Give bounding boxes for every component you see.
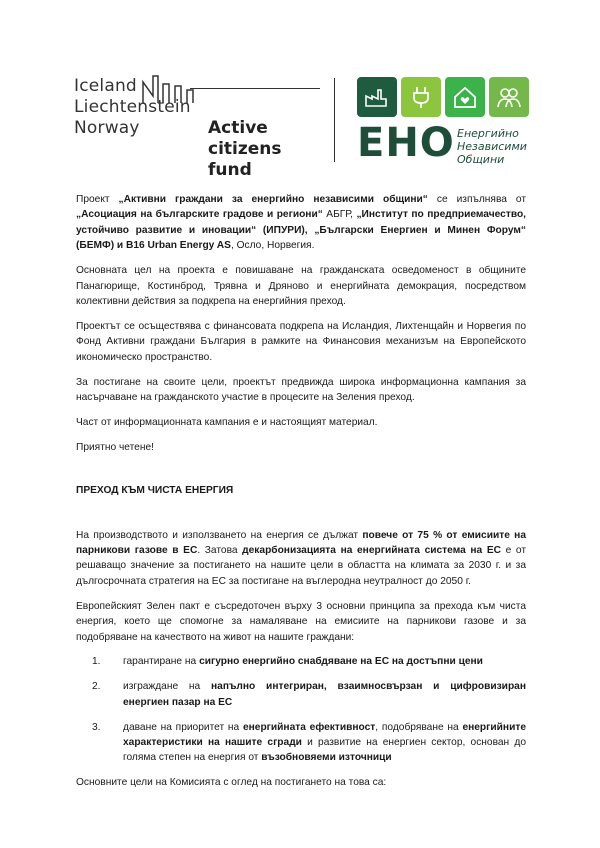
intro-paragraph-3: Проектът се осъществява с финансовата подкрепа на Исландия, Лихтенщайн и Норвегия по Фонд Активни граждани България в рамките на Финансовия механизъм на Европейското икономическо пространство. bbox=[76, 320, 526, 363]
text-run: Проект bbox=[76, 194, 119, 205]
intro-paragraph-1 bbox=[76, 192, 526, 254]
bold-run: енергийните характеристики на нашите сгради bbox=[123, 721, 526, 749]
bold-run: „Активни граждани за енергийно независими общини“ bbox=[118, 194, 428, 205]
eea-skyline-icon bbox=[141, 74, 196, 104]
principles-list bbox=[76, 654, 526, 765]
eho-logo bbox=[357, 77, 529, 166]
eho-subtitle-line-2: Независими bbox=[457, 140, 527, 153]
bold-run: сигурно енергийно снабдяване на ЕС на достъпни цени bbox=[199, 656, 483, 668]
bold-run: възобновяеми източници bbox=[261, 752, 392, 764]
section-paragraph-2: Европейският Зелен пакт е съсредоточен върху 3 основни принципа за прехода към чиста енергия, което ще спомогне за намаляване на емисиите на парникови газове и за подобряване на качеството на живот на нашите граждани: bbox=[76, 600, 526, 643]
bold-run: „Асоциация на българските градове и региони“ bbox=[76, 209, 323, 221]
section-paragraph-1 bbox=[76, 528, 526, 590]
text-run: гарантиране на bbox=[123, 656, 200, 668]
fund-line-1: Active bbox=[208, 118, 268, 138]
bold-run: енергийната ефективност bbox=[242, 721, 376, 733]
country-iceland: Iceland bbox=[74, 76, 137, 96]
intro-paragraph-4: За постигане на своите цели, проектът предвижда широка информационна кампания за насърчаване на гражданското участие в процесите на Зеления преход. bbox=[76, 376, 526, 403]
text-run: се изпълнява от bbox=[427, 194, 526, 205]
list-item bbox=[76, 720, 526, 766]
bold-run: „Институт по предприемачество, устойчиво развитие и иновации“ (ИПУРИ), „Български Енергиен и Минен Форум“ (БЕМФ) и B16 Urban Energy AS bbox=[76, 209, 527, 252]
text-run: , Осло, Норвегия. bbox=[230, 240, 315, 252]
eea-divider-line bbox=[190, 88, 320, 89]
page-header bbox=[0, 0, 600, 180]
text-run: АБГР, bbox=[322, 209, 357, 221]
country-liechtenstein: Liechtenstein bbox=[74, 97, 191, 117]
eho-subtitle bbox=[457, 127, 527, 166]
intro-paragraph-5: Част от информационната кампания е и настоящият материал. bbox=[76, 416, 378, 428]
section-heading: ПРЕХОД КЪМ ЧИСТА ЕНЕРГИЯ bbox=[76, 485, 234, 497]
text-run: даване на приоритет на bbox=[123, 721, 243, 733]
eho-subtitle-line-3: Общини bbox=[457, 153, 505, 166]
people-icon bbox=[489, 77, 529, 117]
bold-run: напълно интегриран, взаимносвързан и цифровизиран енергиен пазар на ЕС bbox=[123, 681, 526, 708]
list-item bbox=[76, 679, 526, 710]
intro-paragraph-6: Приятно четене! bbox=[76, 441, 154, 453]
section-paragraph-3: Основните цели на Комисията с оглед на постигането на това са: bbox=[76, 777, 387, 789]
text-run: На производството и използването на енергия се дължат bbox=[76, 529, 363, 541]
eho-subtitle-line-1: Енергийно bbox=[457, 127, 519, 140]
text-run: е от решаващо значение за постигането на нашите цели в областта на климата за 2030 г. и за дългосрочната стратегия на ЕС за постигане на въглеродна неутралност до 2050 г. bbox=[76, 545, 526, 587]
document-body bbox=[76, 192, 526, 800]
bold-run: декарбонизацията на енергийната система на ЕС bbox=[242, 545, 501, 556]
text-run: и развитие на енергиен сектор, основан до голяма степен на енергия от bbox=[123, 737, 526, 764]
list-item-number: 1. bbox=[92, 656, 101, 668]
text-run: изграждане на bbox=[123, 681, 212, 693]
list-item-number: 2. bbox=[92, 681, 101, 693]
text-run: . Затова bbox=[197, 545, 243, 556]
eho-icon-tiles bbox=[357, 77, 529, 117]
text-run: , подобряване на bbox=[375, 721, 463, 733]
intro-paragraph-2: Основната цел на проекта е повишаване на гражданската осведоменост в общините Панагюрище, Костинброд, Трявна и Дряново и енергийната демокрация, посредством колективни действия за подкрепа на енергийния преход. bbox=[76, 265, 526, 307]
bold-run: повече от 75 % от емисиите на парникови газове в ЕС bbox=[76, 529, 526, 556]
eho-brand-name: ЕНО bbox=[357, 120, 455, 166]
header-vertical-divider bbox=[334, 78, 335, 162]
active-citizens-fund bbox=[208, 118, 282, 181]
fund-line-2: citizens fund bbox=[208, 139, 282, 180]
country-norway: Norway bbox=[74, 118, 140, 138]
list-item bbox=[76, 654, 526, 669]
list-item-number: 3. bbox=[92, 721, 101, 733]
house-heart-icon bbox=[445, 77, 485, 117]
plug-icon bbox=[401, 77, 441, 117]
factory-icon bbox=[357, 77, 397, 117]
